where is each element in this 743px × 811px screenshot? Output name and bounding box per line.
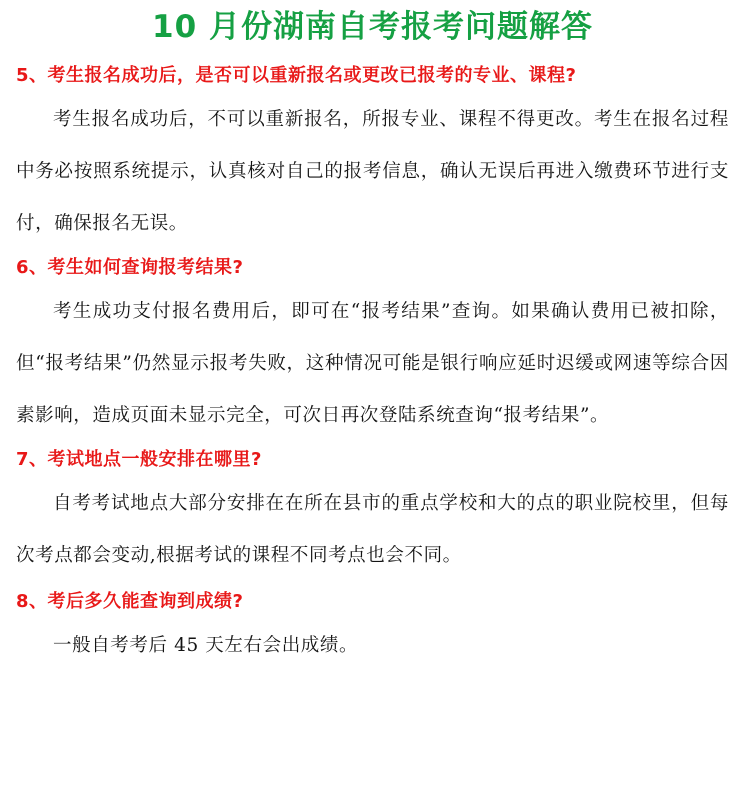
- question-5: 5、考生报名成功后，是否可以重新报名或更改已报考的专业、课程?: [16, 65, 577, 86]
- answer-5: 考生报名成功后，不可以重新报名，所报专业、课程不得更改。考生在报名过程中务必按照系统提示，认真核对自己的报考信息，确认无误后再进入缴费环节进行支付，确保报名无误。: [16, 109, 729, 234]
- faq-item-8: [16, 584, 729, 672]
- question-7: 7、考试地点一般安排在哪里?: [16, 449, 262, 470]
- faq-item-6: [16, 250, 729, 442]
- question-8: 8、考后多久能查询到成绩?: [16, 591, 244, 612]
- answer-7: 自考考试地点大部分安排在在所在县市的重点学校和大的点的职业院校里，但每次考点都会变动,根据考试的课程不同考点也会不同。: [16, 493, 729, 566]
- question-6: 6、考生如何查询报考结果?: [16, 257, 244, 278]
- answer-6: 考生成功支付报名费用后，即可在“报考结果”查询。如果确认费用已被扣除，但“报考结果”仍然显示报考失败，这种情况可能是银行响应延时迟缓或网速等综合因素影响，造成页面未显示完全，可次日再次登陆系统查询“报考结果”。: [16, 301, 729, 426]
- faq-item-5: [16, 58, 729, 250]
- answer-8: 一般自考考后 45 天左右会出成绩。: [53, 635, 359, 656]
- faq-item-7: [16, 442, 729, 582]
- page-title: 10 月份湖南自考报考问题解答: [152, 9, 593, 45]
